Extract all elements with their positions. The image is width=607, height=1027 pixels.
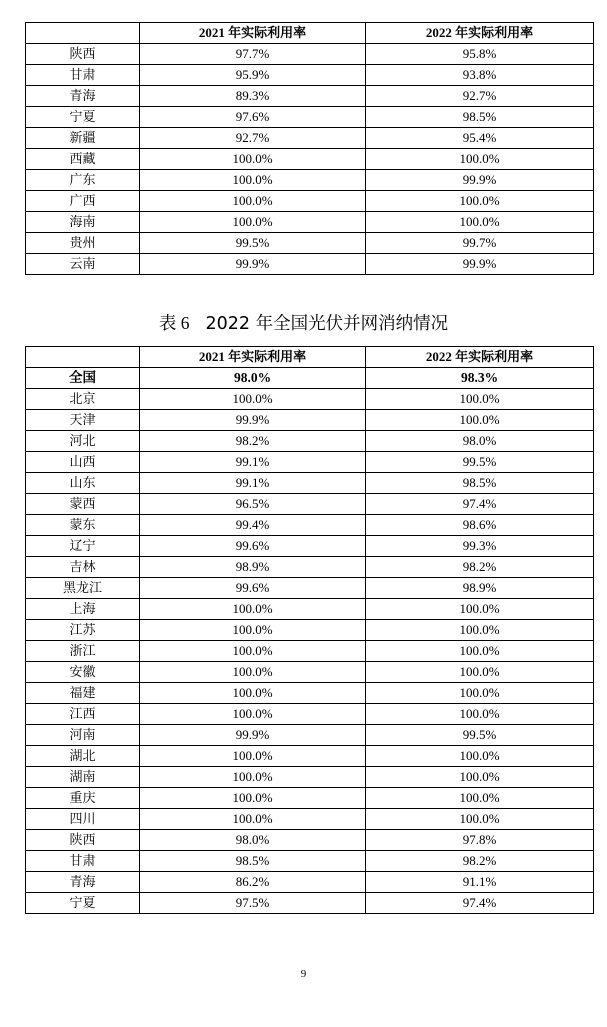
region-cell: 重庆	[26, 788, 140, 809]
rate-2021-cell: 100.0%	[140, 746, 366, 767]
rate-2021-cell: 99.9%	[140, 410, 366, 431]
table-row	[26, 368, 594, 389]
region-cell: 上海	[26, 599, 140, 620]
rate-2021-cell: 98.2%	[140, 431, 366, 452]
rate-2022-cell: 95.8%	[366, 44, 594, 65]
rate-2022-cell: 100.0%	[366, 662, 594, 683]
table-row	[26, 620, 594, 641]
rate-2021-cell: 97.7%	[140, 44, 366, 65]
rate-2022-cell: 99.5%	[366, 725, 594, 746]
table-row	[26, 86, 594, 107]
rate-2022-cell: 100.0%	[366, 149, 594, 170]
rate-2021-cell: 100.0%	[140, 662, 366, 683]
region-cell: 辽宁	[26, 536, 140, 557]
rate-2021-cell: 99.9%	[140, 725, 366, 746]
rate-2022-cell: 98.2%	[366, 851, 594, 872]
table-row	[26, 536, 594, 557]
table-row	[26, 233, 594, 254]
table-caption	[0, 312, 607, 335]
rate-2022-cell: 97.4%	[366, 893, 594, 914]
rate-2022-cell: 99.9%	[366, 170, 594, 191]
rate-2021-cell: 99.1%	[140, 473, 366, 494]
table-row	[26, 389, 594, 410]
region-cell: 西藏	[26, 149, 140, 170]
table-row	[26, 809, 594, 830]
region-cell: 黑龙江	[26, 578, 140, 599]
region-cell: 贵州	[26, 233, 140, 254]
region-cell: 全国	[26, 368, 140, 389]
rate-2021-cell: 100.0%	[140, 191, 366, 212]
rate-2021-cell: 97.6%	[140, 107, 366, 128]
table-body	[26, 23, 594, 275]
rate-2022-cell: 99.3%	[366, 536, 594, 557]
rate-2022-cell: 97.8%	[366, 830, 594, 851]
rate-2021-cell: 100.0%	[140, 389, 366, 410]
region-cell: 蒙东	[26, 515, 140, 536]
region-cell: 福建	[26, 683, 140, 704]
table-row	[26, 149, 594, 170]
rate-2022-cell: 91.1%	[366, 872, 594, 893]
rate-2021-cell: 95.9%	[140, 65, 366, 86]
table-pv-utilization	[25, 346, 594, 914]
table-row	[26, 767, 594, 788]
rate-2022-cell: 2022 年实际利用率	[366, 23, 594, 44]
rate-2022-cell: 100.0%	[366, 410, 594, 431]
region-cell: 吉林	[26, 557, 140, 578]
region-cell: 陕西	[26, 44, 140, 65]
table-row	[26, 44, 594, 65]
table-row	[26, 704, 594, 725]
table-row	[26, 254, 594, 275]
table-row	[26, 578, 594, 599]
rate-2022-cell: 100.0%	[366, 599, 594, 620]
region-cell: 陕西	[26, 830, 140, 851]
rate-2022-cell: 99.5%	[366, 452, 594, 473]
rate-2021-cell: 100.0%	[140, 170, 366, 191]
table-caption-number: 表 6	[158, 313, 190, 333]
rate-2021-cell: 96.5%	[140, 494, 366, 515]
region-cell: 宁夏	[26, 893, 140, 914]
region-cell: 江西	[26, 704, 140, 725]
region-cell: 浙江	[26, 641, 140, 662]
table-row	[26, 893, 594, 914]
rate-2022-cell: 97.4%	[366, 494, 594, 515]
rate-2021-cell: 99.6%	[140, 536, 366, 557]
rate-2022-cell: 100.0%	[366, 683, 594, 704]
rate-2022-cell: 98.3%	[366, 368, 594, 389]
rate-2021-cell: 100.0%	[140, 767, 366, 788]
region-cell: 宁夏	[26, 107, 140, 128]
region-cell: 广东	[26, 170, 140, 191]
region-cell: 四川	[26, 809, 140, 830]
rate-2022-cell: 100.0%	[366, 788, 594, 809]
rate-2021-cell: 2021 年实际利用率	[140, 23, 366, 44]
rate-2021-cell: 89.3%	[140, 86, 366, 107]
rate-2021-cell: 97.5%	[140, 893, 366, 914]
rate-2021-cell: 99.1%	[140, 452, 366, 473]
table-row	[26, 107, 594, 128]
rate-2022-cell: 99.9%	[366, 254, 594, 275]
region-cell: 北京	[26, 389, 140, 410]
rate-2021-cell: 2021 年实际利用率	[140, 347, 366, 368]
table-row	[26, 746, 594, 767]
rate-2022-cell: 100.0%	[366, 191, 594, 212]
table-row	[26, 410, 594, 431]
region-cell: 天津	[26, 410, 140, 431]
rate-2021-cell: 100.0%	[140, 620, 366, 641]
table-row	[26, 65, 594, 86]
table-row	[26, 473, 594, 494]
rate-2021-cell: 98.0%	[140, 830, 366, 851]
rate-2022-cell: 100.0%	[366, 767, 594, 788]
rate-2021-cell: 98.9%	[140, 557, 366, 578]
table-wind-utilization-continued	[25, 22, 594, 275]
table-row	[26, 515, 594, 536]
rate-2021-cell: 98.0%	[140, 368, 366, 389]
page-number: 9	[300, 968, 307, 980]
table-header-row	[26, 347, 594, 368]
region-cell: 山西	[26, 452, 140, 473]
table-row	[26, 212, 594, 233]
table-caption-title: 2022 年全国光伏并网消纳情况	[205, 314, 449, 334]
rate-2021-cell: 99.5%	[140, 233, 366, 254]
table-row	[26, 641, 594, 662]
rate-2022-cell: 98.0%	[366, 431, 594, 452]
region-cell: 甘肃	[26, 851, 140, 872]
region-cell: 青海	[26, 872, 140, 893]
region-cell	[26, 23, 140, 44]
rate-2022-cell: 100.0%	[366, 641, 594, 662]
rate-2022-cell: 98.5%	[366, 107, 594, 128]
table-row	[26, 851, 594, 872]
rate-2021-cell: 100.0%	[140, 788, 366, 809]
table-row	[26, 599, 594, 620]
table-row	[26, 494, 594, 515]
rate-2022-cell: 98.9%	[366, 578, 594, 599]
rate-2021-cell: 100.0%	[140, 149, 366, 170]
region-cell: 广西	[26, 191, 140, 212]
table-row	[26, 872, 594, 893]
table-row	[26, 128, 594, 149]
table-row	[26, 452, 594, 473]
table-row	[26, 557, 594, 578]
rate-2022-cell: 98.2%	[366, 557, 594, 578]
region-cell: 甘肃	[26, 65, 140, 86]
region-cell	[26, 347, 140, 368]
table-row	[26, 662, 594, 683]
rate-2022-cell: 2022 年实际利用率	[366, 347, 594, 368]
rate-2021-cell: 100.0%	[140, 599, 366, 620]
region-cell: 河南	[26, 725, 140, 746]
region-cell: 江苏	[26, 620, 140, 641]
rate-2022-cell: 93.8%	[366, 65, 594, 86]
table-header-row	[26, 23, 594, 44]
rate-2021-cell: 100.0%	[140, 641, 366, 662]
table-row	[26, 431, 594, 452]
rate-2021-cell: 99.9%	[140, 254, 366, 275]
region-cell: 海南	[26, 212, 140, 233]
rate-2022-cell: 98.5%	[366, 473, 594, 494]
rate-2022-cell: 100.0%	[366, 809, 594, 830]
rate-2021-cell: 100.0%	[140, 212, 366, 233]
rate-2022-cell: 99.7%	[366, 233, 594, 254]
rate-2021-cell: 99.6%	[140, 578, 366, 599]
rate-2021-cell: 98.5%	[140, 851, 366, 872]
rate-2021-cell: 86.2%	[140, 872, 366, 893]
rate-2022-cell: 98.6%	[366, 515, 594, 536]
rate-2022-cell: 100.0%	[366, 212, 594, 233]
region-cell: 湖南	[26, 767, 140, 788]
rate-2022-cell: 100.0%	[366, 620, 594, 641]
table-row	[26, 788, 594, 809]
table-row	[26, 170, 594, 191]
region-cell: 安徽	[26, 662, 140, 683]
region-cell: 新疆	[26, 128, 140, 149]
rate-2021-cell: 100.0%	[140, 683, 366, 704]
rate-2022-cell: 100.0%	[366, 389, 594, 410]
rate-2022-cell: 100.0%	[366, 746, 594, 767]
region-cell: 山东	[26, 473, 140, 494]
rate-2022-cell: 92.7%	[366, 86, 594, 107]
region-cell: 青海	[26, 86, 140, 107]
region-cell: 湖北	[26, 746, 140, 767]
table-row	[26, 683, 594, 704]
table-body	[26, 347, 594, 914]
rate-2021-cell: 100.0%	[140, 809, 366, 830]
rate-2021-cell: 99.4%	[140, 515, 366, 536]
table-row	[26, 725, 594, 746]
region-cell: 河北	[26, 431, 140, 452]
rate-2021-cell: 100.0%	[140, 704, 366, 725]
rate-2021-cell: 92.7%	[140, 128, 366, 149]
table-row	[26, 830, 594, 851]
region-cell: 蒙西	[26, 494, 140, 515]
region-cell: 云南	[26, 254, 140, 275]
rate-2022-cell: 95.4%	[366, 128, 594, 149]
rate-2022-cell: 100.0%	[366, 704, 594, 725]
table-row	[26, 191, 594, 212]
